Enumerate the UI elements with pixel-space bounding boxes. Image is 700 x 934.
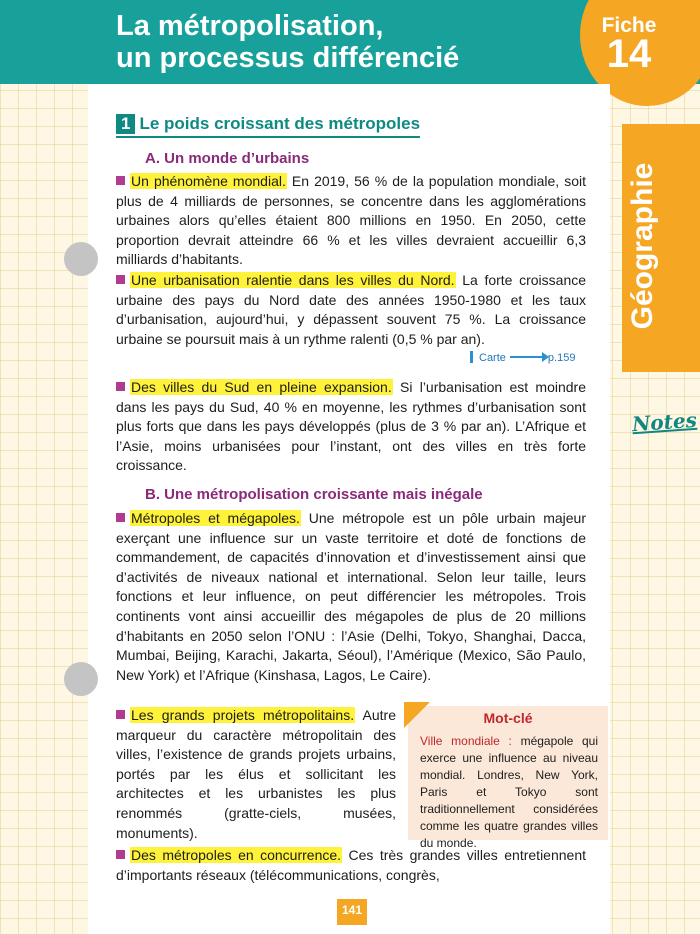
side-tab-label: Géographie xyxy=(626,162,659,330)
highlight-lead: Une urbanisation ralentie dans les villes du Nord. xyxy=(131,272,455,288)
bullet-square-icon xyxy=(116,176,125,185)
paragraph-body: La forte croissance urbaine des pays du Nord date des années 1950-1980 et les taux d’urbanisation, aujourd’hui, y dépassent souvent 75 %. La croissance urbaine se poursuit mais à un rythme ralenti (0,5 % par an). xyxy=(116,272,587,347)
paragraph xyxy=(116,271,586,349)
section-number: 1 xyxy=(116,114,135,134)
highlight-lead: Les grands projets métropolitains. xyxy=(131,707,355,723)
paragraph-body: Autre marqueur du caractère métropolitain des villes, l’existence de grands projets urbains, portés par les élus et sollicitant les architectes et les urbanistes les plus renommés (gratte-ciels, musées, monuments). xyxy=(116,707,396,841)
map-reference[interactable] xyxy=(470,351,575,364)
paragraph xyxy=(116,706,396,843)
bullet-square-icon xyxy=(116,275,125,284)
binder-hole-icon xyxy=(64,242,98,276)
paragraph-body: Ces très grandes villes entretiennent d’importants réseaux (télécommunications, congrès, xyxy=(116,847,586,883)
title-line-2: un processus différencié xyxy=(116,42,460,74)
paragraph-body: Si l’urbanisation est moindre dans les pays du Sud, 40 % en moyenne, les rythmes d’urbanisation sont plus forts que dans les pays développés (plus de 3 % par an). L’Afrique et l’Asie, moins urbanisées pour l’instant, ont des villes en très forte croissance. xyxy=(116,379,586,474)
bullet-square-icon xyxy=(116,850,125,859)
keyword-box-title: Mot-clé xyxy=(483,710,533,726)
page-number: 141 xyxy=(337,899,367,925)
highlight-lead: Un phénomène mondial. xyxy=(131,173,286,189)
subheading-a: A. Un monde d’urbains xyxy=(145,150,310,167)
arrow-right-icon xyxy=(510,356,544,358)
highlight-lead: Des métropoles en concurrence. xyxy=(131,847,342,863)
bullet-square-icon xyxy=(116,710,125,719)
title-line-1: La métropolisation, xyxy=(116,10,384,42)
bullet-square-icon xyxy=(116,513,125,522)
fiche-number: 14 xyxy=(606,32,652,76)
fiche-label: Fiche xyxy=(601,14,657,37)
map-reference-page: p.159 xyxy=(547,352,576,364)
paragraph xyxy=(116,846,586,885)
map-reference-label: Carte xyxy=(479,352,506,364)
keyword-term: Ville mondiale : xyxy=(420,734,512,748)
section-heading xyxy=(116,114,420,138)
highlight-lead: Des villes du Sud en pleine expansion. xyxy=(131,379,392,395)
section-title: Le poids croissant des métropoles xyxy=(139,114,421,133)
paragraph xyxy=(116,378,586,476)
highlight-lead: Métropoles et mégapoles. xyxy=(131,510,300,526)
keyword-definition-text: mégapole qui exerce une influence au niveau mondial. Londres, New York, Paris et Tokyo sont traditionnellement considérées comme les quatre grandes villes du monde. xyxy=(420,734,598,850)
reference-bar-icon xyxy=(470,351,473,363)
keyword-box xyxy=(408,706,608,850)
bullet-square-icon xyxy=(116,382,125,391)
paragraph xyxy=(116,509,586,685)
binder-hole-icon xyxy=(64,662,98,696)
paragraph-body: Une métropole est un pôle urbain majeur exerçant une influence sur un vaste territoire et doté de fonctions de commandement, de capacités d’innovation et d’investissement ainsi que d’activités de niveaux national et international. Selon leur taille, leurs fonctions et leur influence, on peut différencier les métropoles. Trois continents vont ainsi accueillir des mégapoles de plus de 20 millions d’habitants en 2050 selon l’ONU : l’Asie (Delhi, Tokyo, Shanghai, Dacca, Mumbai, Beijing, Karachi, Jakarta, Séoul), l’Amérique (Mexico, São Paulo, New York) et l’Afrique (Kinshasa, Lagos, Le Caire). xyxy=(116,510,586,683)
keyword-definition xyxy=(420,733,598,852)
paragraph xyxy=(116,172,586,270)
page-title xyxy=(116,10,586,74)
paragraph-body: En 2019, 56 % de la population mondiale, soit plus de 4 milliards de personnes, se concentre dans les agglomérations urbaines alors qu’elles étaient 800 millions en 1950. En 2050, cette proportion devrait atteindre 66 % et les villes devraient accueillir 6,3 milliards d’habitants. xyxy=(116,173,586,268)
subheading-b: B. Une métropolisation croissante mais inégale xyxy=(145,486,483,503)
notes-label: Notes xyxy=(631,407,698,437)
